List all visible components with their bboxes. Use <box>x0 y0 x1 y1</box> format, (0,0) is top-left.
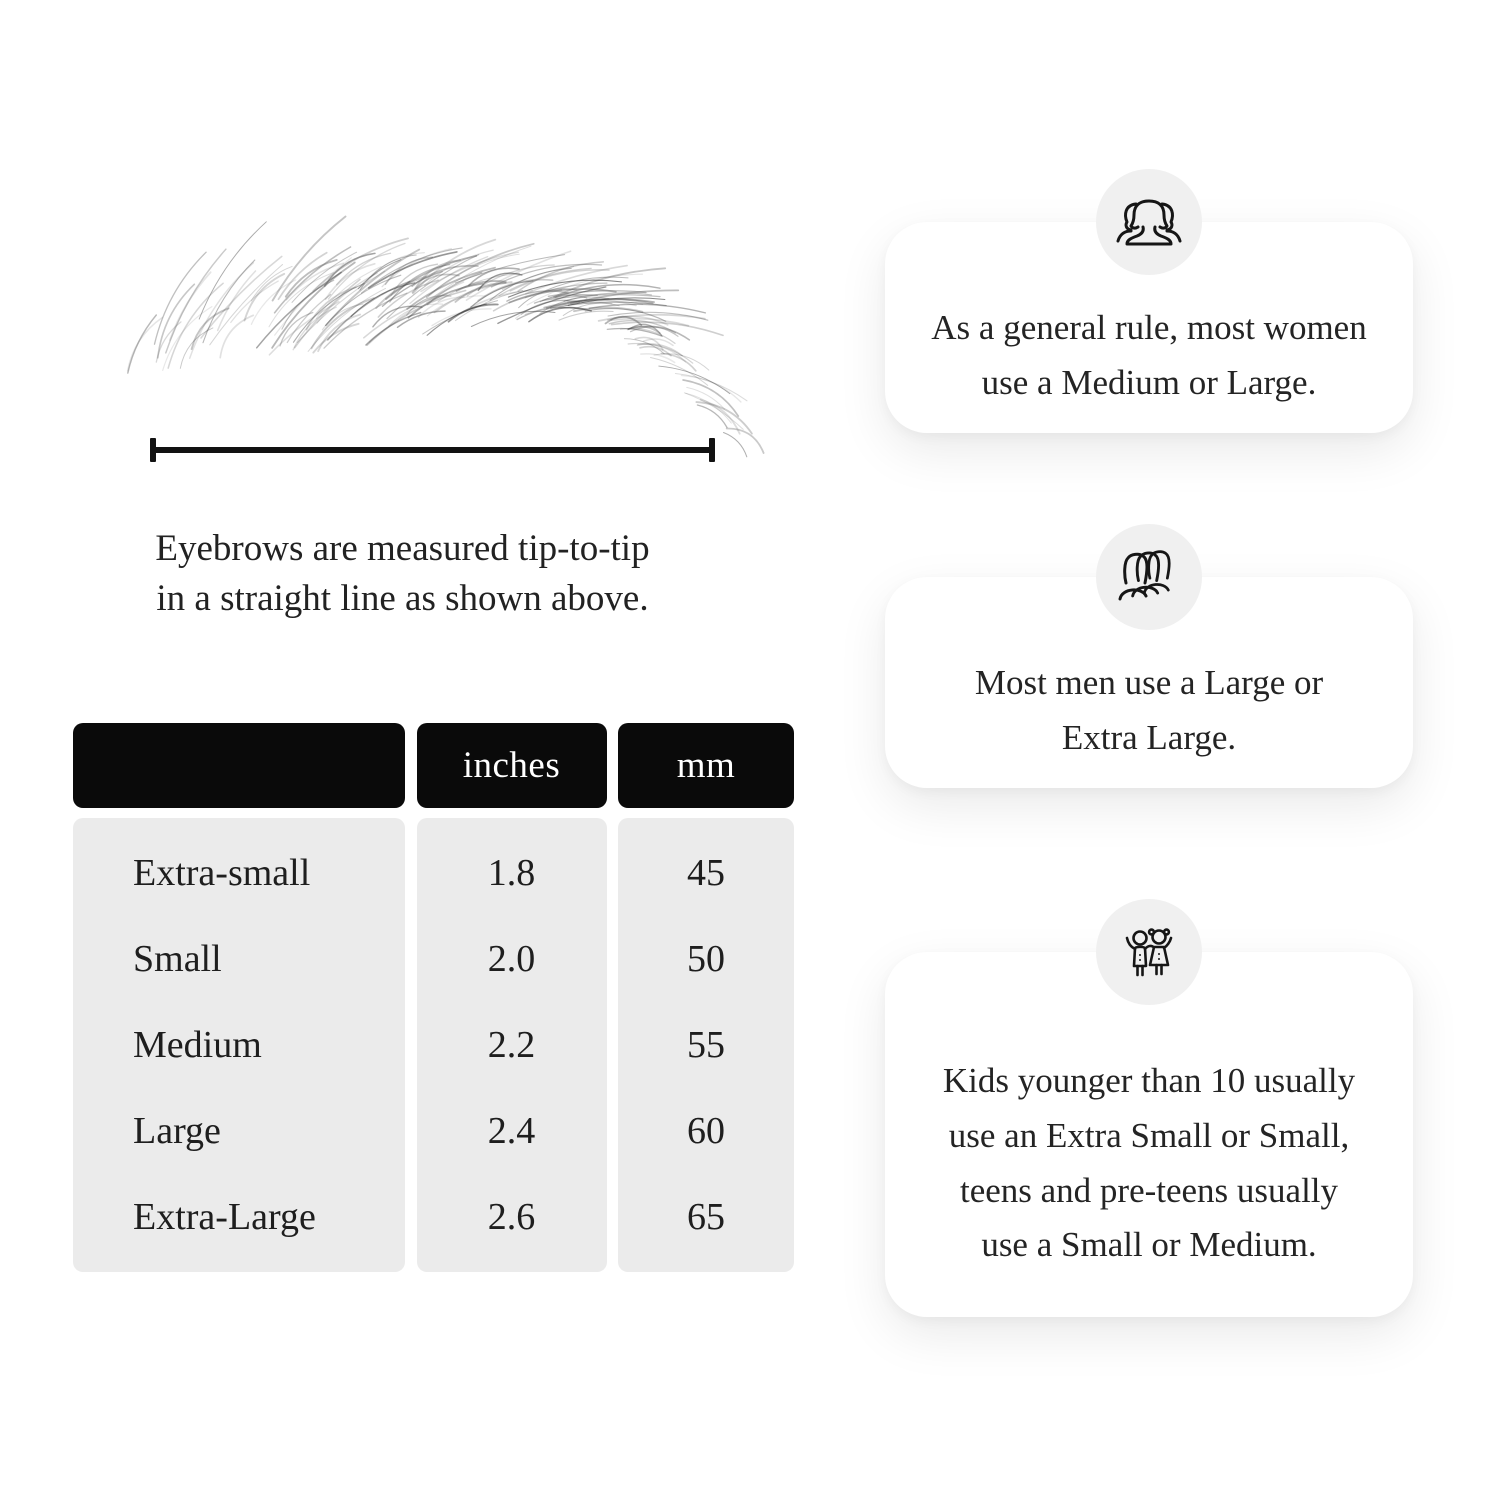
card-women-text: As a general rule, most women use a Medium or Large. <box>931 307 1367 402</box>
size-table-header-row <box>73 723 794 808</box>
women-group-icon <box>1113 192 1185 252</box>
card-kids <box>885 952 1413 1317</box>
men-badge-circle <box>1096 524 1202 630</box>
inches-cell: 1.8 <box>487 852 536 894</box>
mm-cell: 65 <box>687 1196 725 1238</box>
card-men-text: Most men use a Large or Extra Large. <box>974 662 1324 757</box>
measurement-rule <box>156 447 709 453</box>
eyebrow-sketch-svg <box>112 230 742 442</box>
size-cell: Large <box>133 1110 221 1152</box>
caption-line-1: Eyebrows are measured tip-to-tip <box>155 528 650 569</box>
mm-cell: 55 <box>687 1024 725 1066</box>
size-cell: Medium <box>133 1024 262 1066</box>
measurement-right-cap <box>709 438 715 462</box>
mm-column <box>618 818 794 1272</box>
kids-badge-circle <box>1096 899 1202 1005</box>
inches-cell: 2.6 <box>487 1196 536 1238</box>
kids-icon <box>1116 921 1182 983</box>
card-women <box>885 222 1413 433</box>
size-column <box>73 818 405 1272</box>
inches-column <box>417 818 607 1272</box>
mm-cell: 45 <box>687 852 725 894</box>
measurement-line <box>150 438 715 462</box>
inches-cell: 2.4 <box>487 1110 536 1152</box>
size-cell: Small <box>133 938 222 980</box>
size-cell: Extra-Large <box>133 1196 316 1238</box>
inches-cell: 2.2 <box>487 1024 536 1066</box>
card-kids-text: Kids younger than 10 usually use an Extra Small or Small, teens and pre-teens usually use a Small or Medium. <box>942 1061 1356 1265</box>
inches-cell: 2.0 <box>487 938 536 980</box>
card-men <box>885 577 1413 788</box>
header-cell-size <box>73 723 405 808</box>
mm-cell: 50 <box>687 938 725 980</box>
size-table-body <box>73 818 794 1272</box>
header-cell-mm: mm <box>618 723 794 808</box>
measurement-caption <box>75 524 730 624</box>
header-cell-inches: inches <box>417 723 607 808</box>
men-group-icon <box>1112 547 1186 607</box>
size-cell: Extra-small <box>133 852 311 894</box>
mm-cell: 60 <box>687 1110 725 1152</box>
women-badge-circle <box>1096 169 1202 275</box>
size-table <box>73 723 794 1272</box>
eyebrow-illustration <box>112 230 742 442</box>
caption-line-2: in a straight line as shown above. <box>156 578 649 619</box>
